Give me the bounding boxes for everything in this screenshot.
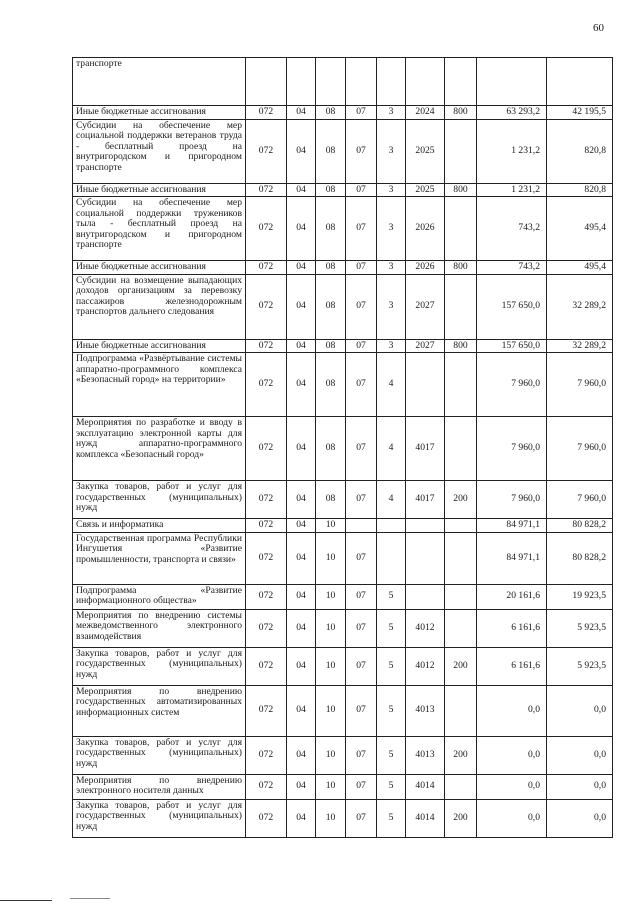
cell-gp: 072 [246, 119, 287, 183]
cell-rz: 04 [287, 647, 316, 685]
cell-name: Иные бюджетные ассигнования [73, 261, 246, 275]
cell-pr: 08 [316, 274, 346, 339]
cell-name: Подпрограмма «Развёртывание системы аппаратно-программного комплекса «Безопасный город» на территории» [73, 353, 246, 417]
cell-pr: 08 [316, 481, 346, 519]
cell-vr: 200 [445, 647, 477, 685]
cell-vr [445, 119, 477, 183]
cell-cs2: 4 [377, 353, 406, 417]
table-row [73, 519, 613, 533]
cell-vr [445, 274, 477, 339]
cell-cs3: 4014 [406, 774, 445, 799]
budget-table [72, 57, 613, 838]
cell-vr: 800 [445, 106, 477, 120]
cell-sum2: 0,0 [547, 736, 613, 774]
cell-name: Субсидии на возмещение выпадающих доходов организациям за перевозку пассажиров железнодорожным транспортов дальнего следования [73, 274, 246, 339]
cell-name: Закупка товаров, работ и услуг для государственных (муниципальных) нужд [73, 481, 246, 519]
cell-sum1: 6 161,6 [477, 647, 547, 685]
cell-cs1: 07 [346, 736, 377, 774]
cell-name: Субсидии на обеспечение мер социальной поддержки тружеников тыла - бесплатный проезд на внутригородском и пригородном транспорте [73, 197, 246, 261]
cell-rz: 04 [287, 417, 316, 481]
cell-gp: 072 [246, 339, 287, 353]
cell-pr: 08 [316, 261, 346, 275]
cell-cs1: 07 [346, 274, 377, 339]
cell-name: Мероприятия по внедрению государственных автоматизированных информационных систем [73, 685, 246, 736]
cell-cs2: 5 [377, 647, 406, 685]
cell-sum1: 6 161,6 [477, 609, 547, 647]
scan-artifact-line [0, 900, 52, 901]
cell-name: Подпрограмма «Развитие информационного общества» [73, 584, 246, 609]
cell-vr: 800 [445, 261, 477, 275]
table-row [73, 685, 613, 736]
cell-name: транспорте [73, 58, 246, 106]
table-row [73, 339, 613, 353]
cell-rz: 04 [287, 119, 316, 183]
table-row [73, 274, 613, 339]
cell-cs3: 2027 [406, 339, 445, 353]
cell-sum1: 1 231,2 [477, 183, 547, 197]
cell-name: Иные бюджетные ассигнования [73, 106, 246, 120]
cell-name: Мероприятия по внедрению системы межведомственного электронного взаимодействия [73, 609, 246, 647]
cell-cs3: 4013 [406, 685, 445, 736]
cell-sum1: 0,0 [477, 799, 547, 837]
table-row [73, 58, 613, 106]
cell-sum1 [477, 58, 547, 106]
cell-gp: 072 [246, 261, 287, 275]
cell-vr [445, 532, 477, 584]
cell-sum1: 743,2 [477, 261, 547, 275]
table-row [73, 197, 613, 261]
cell-pr [316, 58, 346, 106]
cell-rz: 04 [287, 339, 316, 353]
cell-sum2: 80 828,2 [547, 519, 613, 533]
cell-name: Субсидии на обеспечение мер социальной поддержки ветеранов труда - бесплатный проезд на внутригородском и пригородном транспорте [73, 119, 246, 183]
cell-vr [445, 609, 477, 647]
cell-rz: 04 [287, 481, 316, 519]
cell-gp: 072 [246, 481, 287, 519]
cell-cs3: 2027 [406, 274, 445, 339]
cell-cs3: 4014 [406, 799, 445, 837]
cell-sum1: 743,2 [477, 197, 547, 261]
cell-rz: 04 [287, 774, 316, 799]
cell-sum2: 0,0 [547, 799, 613, 837]
table-row [73, 647, 613, 685]
cell-sum2: 820,8 [547, 183, 613, 197]
cell-rz: 04 [287, 799, 316, 837]
cell-name: Иные бюджетные ассигнования [73, 339, 246, 353]
cell-gp: 072 [246, 106, 287, 120]
cell-name: Иные бюджетные ассигнования [73, 183, 246, 197]
cell-pr: 10 [316, 584, 346, 609]
cell-cs1: 07 [346, 584, 377, 609]
cell-cs3: 4017 [406, 417, 445, 481]
cell-sum2: 495,4 [547, 261, 613, 275]
cell-cs3: 4017 [406, 481, 445, 519]
cell-sum1: 7 960,0 [477, 353, 547, 417]
cell-rz: 04 [287, 532, 316, 584]
cell-vr [445, 417, 477, 481]
cell-sum2 [547, 58, 613, 106]
cell-name: Закупка товаров, работ и услуг для государственных (муниципальных) нужд [73, 799, 246, 837]
cell-cs1: 07 [346, 339, 377, 353]
cell-cs1: 07 [346, 647, 377, 685]
cell-gp: 072 [246, 519, 287, 533]
cell-vr: 800 [445, 339, 477, 353]
table-row [73, 774, 613, 799]
cell-pr: 08 [316, 353, 346, 417]
table-row [73, 106, 613, 120]
cell-gp: 072 [246, 774, 287, 799]
cell-cs1 [346, 58, 377, 106]
cell-name: Государственная программа Республики Ингушетия «Развитие промышленности, транспорта и связи» [73, 532, 246, 584]
cell-pr: 10 [316, 799, 346, 837]
cell-cs1: 07 [346, 685, 377, 736]
cell-pr: 10 [316, 685, 346, 736]
cell-cs2: 5 [377, 609, 406, 647]
cell-sum2: 32 289,2 [547, 274, 613, 339]
table-row [73, 532, 613, 584]
cell-gp: 072 [246, 685, 287, 736]
cell-cs2 [377, 532, 406, 584]
cell-gp: 072 [246, 353, 287, 417]
cell-cs2 [377, 519, 406, 533]
cell-vr [445, 519, 477, 533]
table-row [73, 799, 613, 837]
cell-cs3: 2025 [406, 119, 445, 183]
cell-cs2: 5 [377, 584, 406, 609]
cell-gp: 072 [246, 736, 287, 774]
table-row [73, 481, 613, 519]
cell-cs1: 07 [346, 106, 377, 120]
cell-cs3 [406, 532, 445, 584]
cell-sum2: 7 960,0 [547, 481, 613, 519]
cell-cs2: 3 [377, 339, 406, 353]
cell-pr: 10 [316, 774, 346, 799]
cell-cs1: 07 [346, 532, 377, 584]
cell-sum1: 84 971,1 [477, 532, 547, 584]
cell-cs3: 4013 [406, 736, 445, 774]
table-row [73, 584, 613, 609]
cell-cs2: 3 [377, 274, 406, 339]
table-row [73, 119, 613, 183]
cell-gp: 072 [246, 609, 287, 647]
cell-vr [445, 353, 477, 417]
cell-cs2: 5 [377, 736, 406, 774]
cell-sum2: 19 923,5 [547, 584, 613, 609]
cell-pr: 08 [316, 197, 346, 261]
cell-cs1 [346, 519, 377, 533]
cell-cs1: 07 [346, 799, 377, 837]
cell-cs3: 2026 [406, 261, 445, 275]
cell-gp: 072 [246, 584, 287, 609]
cell-pr: 08 [316, 119, 346, 183]
cell-cs3: 2026 [406, 197, 445, 261]
cell-cs1: 07 [346, 417, 377, 481]
cell-vr: 200 [445, 799, 477, 837]
cell-cs3 [406, 519, 445, 533]
page-number: 60 [593, 22, 604, 34]
cell-cs3: 2025 [406, 183, 445, 197]
table-row [73, 183, 613, 197]
cell-name: Связь и информатика [73, 519, 246, 533]
table-row [73, 261, 613, 275]
cell-sum1: 157 650,0 [477, 339, 547, 353]
cell-cs1: 07 [346, 119, 377, 183]
cell-cs2: 3 [377, 183, 406, 197]
cell-rz: 04 [287, 736, 316, 774]
cell-vr: 200 [445, 736, 477, 774]
cell-rz: 04 [287, 261, 316, 275]
cell-rz: 04 [287, 183, 316, 197]
cell-cs2: 5 [377, 685, 406, 736]
cell-cs3: 4012 [406, 647, 445, 685]
cell-gp: 072 [246, 274, 287, 339]
cell-vr [445, 584, 477, 609]
cell-pr: 08 [316, 339, 346, 353]
cell-rz: 04 [287, 519, 316, 533]
cell-cs2: 4 [377, 481, 406, 519]
cell-vr: 200 [445, 481, 477, 519]
cell-gp: 072 [246, 532, 287, 584]
cell-sum1: 0,0 [477, 774, 547, 799]
cell-sum1: 63 293,2 [477, 106, 547, 120]
cell-cs3: 4012 [406, 609, 445, 647]
cell-sum1: 84 971,1 [477, 519, 547, 533]
scan-artifact-line [70, 898, 110, 899]
cell-gp: 072 [246, 647, 287, 685]
cell-sum2: 820,8 [547, 119, 613, 183]
cell-cs3 [406, 353, 445, 417]
cell-sum2: 5 923,5 [547, 647, 613, 685]
table-row [73, 353, 613, 417]
cell-cs1: 07 [346, 774, 377, 799]
cell-cs2: 3 [377, 261, 406, 275]
cell-sum2: 5 923,5 [547, 609, 613, 647]
cell-sum2: 7 960,0 [547, 353, 613, 417]
table-row [73, 736, 613, 774]
cell-sum2: 42 195,5 [547, 106, 613, 120]
cell-cs2: 5 [377, 799, 406, 837]
cell-cs3: 2024 [406, 106, 445, 120]
cell-cs2: 3 [377, 119, 406, 183]
cell-pr: 10 [316, 736, 346, 774]
cell-sum2: 32 289,2 [547, 339, 613, 353]
cell-pr: 10 [316, 647, 346, 685]
cell-vr: 800 [445, 183, 477, 197]
cell-pr: 08 [316, 106, 346, 120]
cell-gp [246, 58, 287, 106]
cell-name: Мероприятия по разработке и вводу в эксплуатацию электронной карты для нужд аппаратно-программного комплекса «Безопасный город» [73, 417, 246, 481]
cell-name: Мероприятия по внедрению электронного носителя данных [73, 774, 246, 799]
cell-vr [445, 58, 477, 106]
cell-sum2: 0,0 [547, 774, 613, 799]
cell-cs3 [406, 58, 445, 106]
cell-sum1: 20 161,6 [477, 584, 547, 609]
cell-gp: 072 [246, 799, 287, 837]
cell-sum1: 7 960,0 [477, 481, 547, 519]
cell-rz: 04 [287, 197, 316, 261]
cell-rz: 04 [287, 685, 316, 736]
cell-rz: 04 [287, 353, 316, 417]
table-row [73, 609, 613, 647]
cell-rz: 04 [287, 106, 316, 120]
cell-cs1: 07 [346, 261, 377, 275]
cell-rz [287, 58, 316, 106]
cell-rz: 04 [287, 274, 316, 339]
cell-vr [445, 685, 477, 736]
cell-sum1: 0,0 [477, 736, 547, 774]
cell-sum2: 7 960,0 [547, 417, 613, 481]
cell-cs1: 07 [346, 183, 377, 197]
cell-sum1: 0,0 [477, 685, 547, 736]
cell-rz: 04 [287, 609, 316, 647]
cell-cs3 [406, 584, 445, 609]
cell-vr [445, 774, 477, 799]
cell-cs2: 5 [377, 774, 406, 799]
cell-cs1: 07 [346, 353, 377, 417]
cell-name: Закупка товаров, работ и услуг для государственных (муниципальных) нужд [73, 736, 246, 774]
cell-pr: 10 [316, 519, 346, 533]
cell-pr: 08 [316, 183, 346, 197]
cell-cs2: 3 [377, 197, 406, 261]
cell-name: Закупка товаров, работ и услуг для государственных (муниципальных) нужд [73, 647, 246, 685]
cell-sum1: 7 960,0 [477, 417, 547, 481]
cell-cs2: 3 [377, 106, 406, 120]
cell-gp: 072 [246, 183, 287, 197]
budget-table-body [73, 58, 613, 838]
cell-sum1: 157 650,0 [477, 274, 547, 339]
cell-gp: 072 [246, 417, 287, 481]
cell-pr: 10 [316, 532, 346, 584]
cell-sum2: 80 828,2 [547, 532, 613, 584]
cell-rz: 04 [287, 584, 316, 609]
cell-cs2: 4 [377, 417, 406, 481]
cell-cs1: 07 [346, 481, 377, 519]
cell-vr [445, 197, 477, 261]
cell-sum2: 0,0 [547, 685, 613, 736]
cell-cs1: 07 [346, 197, 377, 261]
cell-sum2: 495,4 [547, 197, 613, 261]
cell-cs1: 07 [346, 609, 377, 647]
table-row [73, 417, 613, 481]
cell-pr: 08 [316, 417, 346, 481]
cell-cs2 [377, 58, 406, 106]
cell-sum1: 1 231,2 [477, 119, 547, 183]
cell-pr: 10 [316, 609, 346, 647]
cell-gp: 072 [246, 197, 287, 261]
